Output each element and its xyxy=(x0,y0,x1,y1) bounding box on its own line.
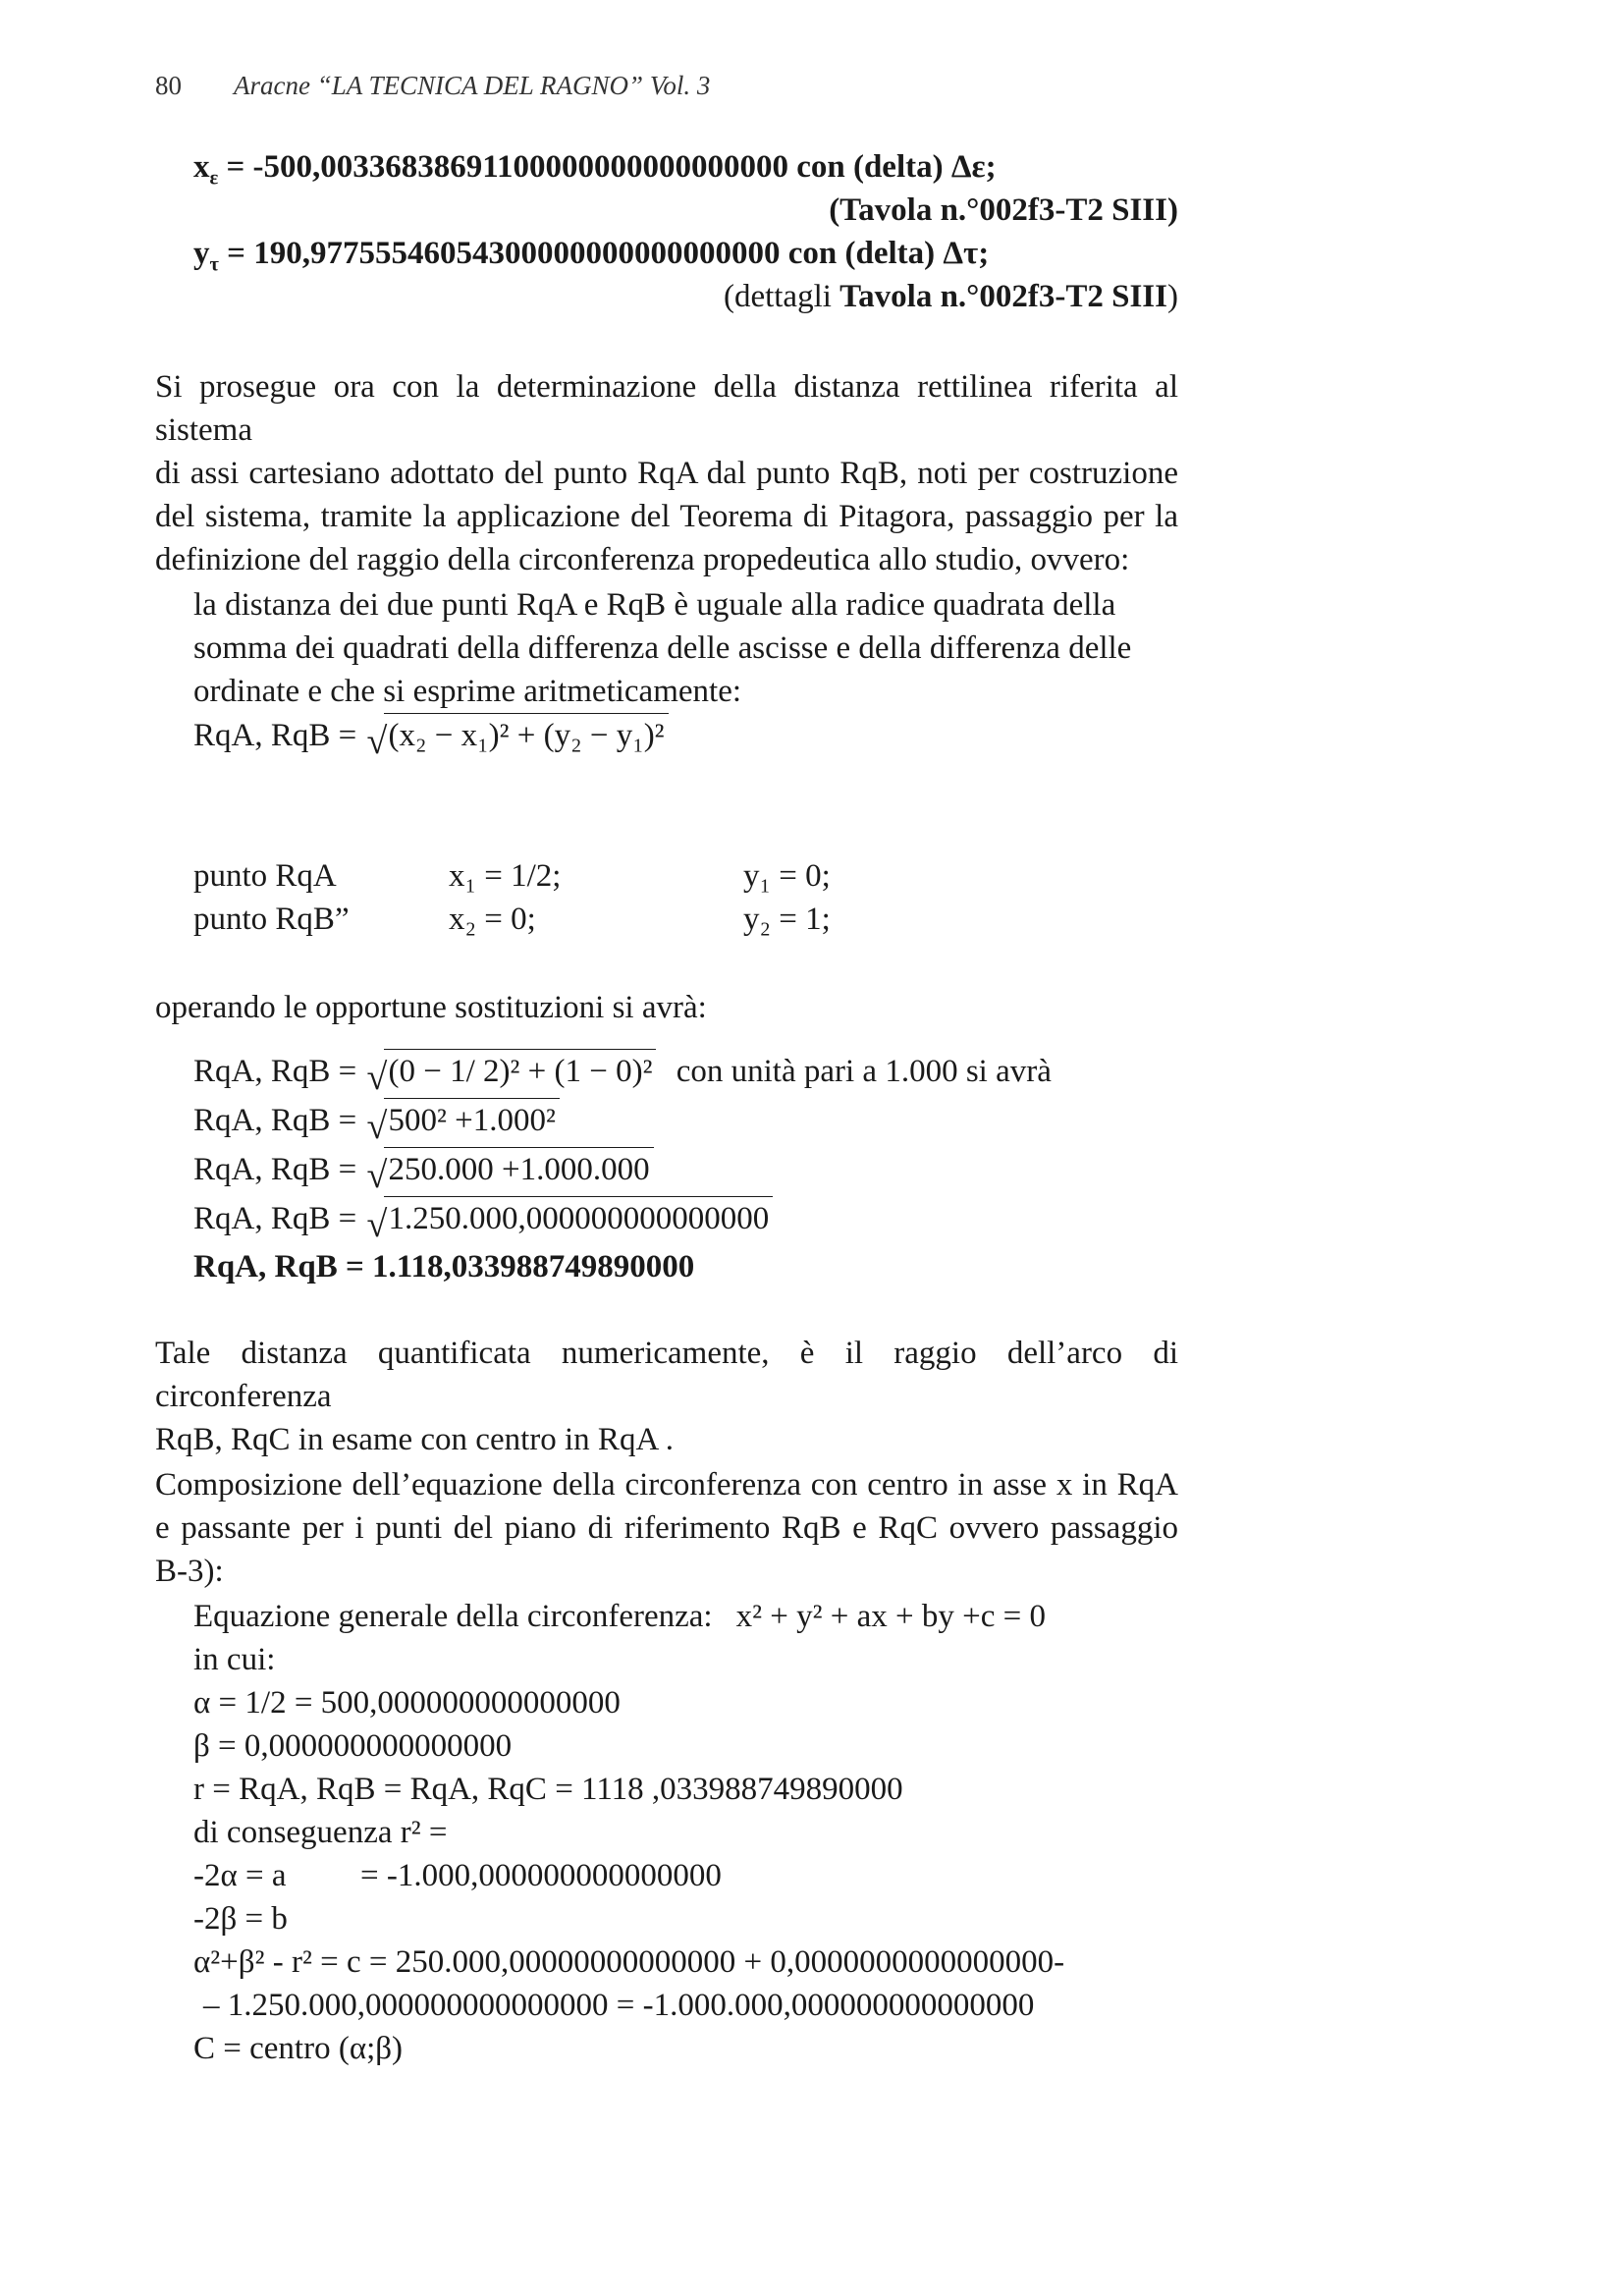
y-tau-line: $y_\tau = 190,97755546054300000000000000000$ con (delta) Δτ; xyxy=(193,236,990,276)
paragraph-circle-composition: Composizione dell’equazione della circonferenza con centro in asse x in RqA e passante per i punti del piano di riferimento RqB e RqC ovvero passaggio B-3): xyxy=(155,1467,1178,1589)
distance-formula: RqA, RqB = √ (x₂ − x₁)² + (y₂ − y₁)² xyxy=(193,713,1178,756)
substitution-row: RqA, RqB = √ (0 − 1/ 2)² + (1 − 0)² con unità pari a 1.000 si avrà xyxy=(193,1049,1178,1098)
substitution-row: RqA, RqB = √ 250.000 +1.000.000 xyxy=(193,1147,1178,1196)
general-equation-line: Equazione generale della circonferenza: x² + y² + ax + by +c = 0 xyxy=(193,1599,1046,1634)
running-head: Aracne “LA TECNICA DEL RAGNO” Vol. 3 xyxy=(234,71,711,100)
page-number: 80 xyxy=(155,71,182,100)
results-block xyxy=(193,145,1178,318)
y-tau-reference: (dettagli Tavola n.°002f3-T2 SIII) xyxy=(723,279,1178,314)
substitution-row: RqA, RqB = √ 500² +1.000² xyxy=(193,1098,1178,1147)
x-epsilon-reference: (Tavola n.°002f3-T2 SIII) xyxy=(829,192,1178,228)
paragraph-distance-definition: la distanza dei due punti RqA e RqB è uguale alla radice quadrata della somma dei quadrati della differenza delle ascisse e della differenza delle ordinate e che si esprime aritmeticamente: RqA, RqB = √ (x₂ − x₁)² + (y₂ − y₁)² xyxy=(193,583,1178,756)
substitution-steps xyxy=(193,1049,1178,1288)
sqrt-formula: √ (x₂ − x₁)² + (y₂ − y₁)² xyxy=(366,713,668,757)
paragraph-radius: Tale distanza quantificata numericamente, è il raggio dell’arco di circonferenza RqB, RqC in esame con centro in RqA . xyxy=(155,1336,1178,1457)
circle-equation-block: Equazione generale della circonferenza: x² + y² + ax + by +c = 0 in cui: α = 1/2 = 500,000000000000000 β = 0,000000000000000 r = RqA, RqB = RqA, RqC = 1118 ,033988749890000 di conseguenza r² = -2α = a = -1.000,000000000000000 -2β = b α²+β² - r² = c = 250.000,00000000000000 + 0,0000000000000000- – 1.250.000,000000000000000 = -1.000.000,000000000000000 C = centro (α;β) xyxy=(193,1595,1178,2070)
substitution-intro: operando le opportune sostituzioni si avrà: xyxy=(155,990,707,1025)
a-coefficient-line: -2α = a = -1.000,000000000000000 xyxy=(193,1858,722,1893)
substitution-row: RqA, RqB = √ 1.250.000,000000000000000 xyxy=(193,1196,1178,1245)
x-epsilon-line: $x_\varepsilon = -500,00336838691100000000000000000$ con (delta) Δε; xyxy=(193,149,997,190)
paragraph-pythagoras-intro: Si prosegue ora con la determinazione della distanza rettilinea riferita al sistema di assi cartesiano adottato del punto RqA dal punto RqB, noti per costruzione del sistema, tramite la applicazione del Teorema di Pitagora, passaggio per la definizione del raggio della circonferenza propedeutica allo studio, ovvero: xyxy=(155,369,1178,577)
points-table: punto RqA x₁ = 1/2; y₁ = 0; punto RqB” x₂ = 0; y₂ = 1; xyxy=(193,858,831,937)
distance-result: RqA, RqB = 1.118,033988749890000 xyxy=(193,1249,695,1285)
